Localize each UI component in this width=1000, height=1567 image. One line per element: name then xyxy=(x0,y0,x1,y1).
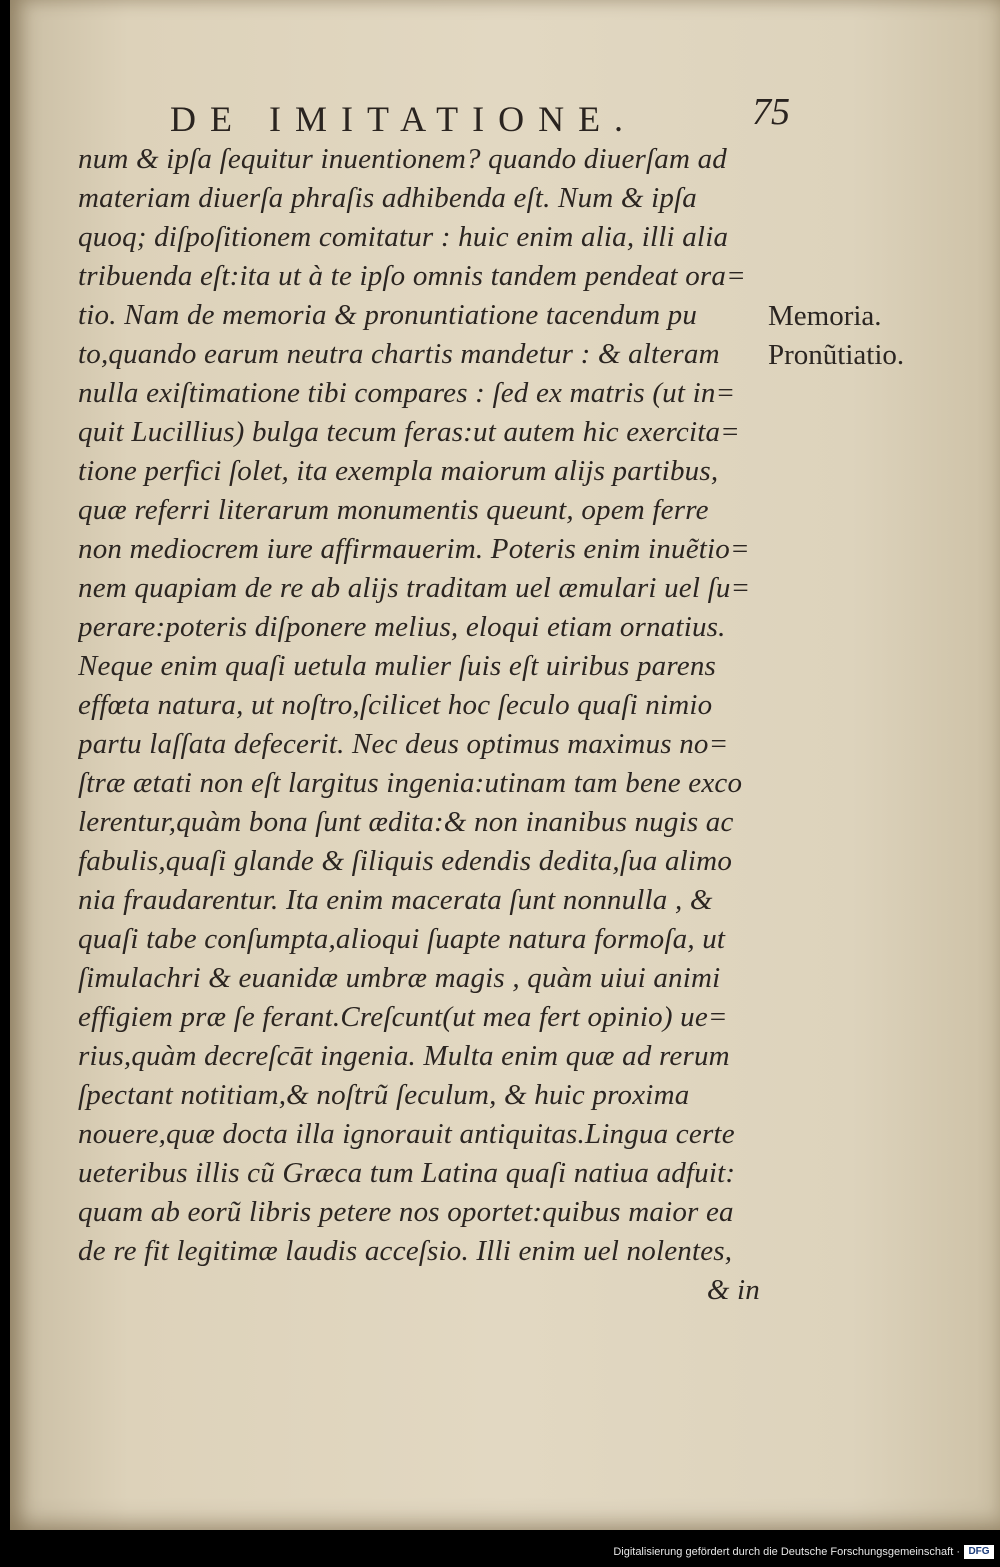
page-number: 75 xyxy=(752,91,790,133)
text-line: perare:poteris diſponere melius, eloqui etiam ornatius. xyxy=(78,611,726,643)
text-line: ueteribus illis cũ Græca tum Latina quaſi natiua adfuit: xyxy=(78,1157,736,1189)
text-line: ſimulachri & euanidæ umbræ magis , quàm uiui animi xyxy=(78,962,721,994)
text-line: tio. Nam de memoria & pronuntiatione tacendum pu xyxy=(78,299,698,331)
funding-credit: Digitalisierung gefördert durch die Deutsche Forschungsgemeinschaft · xyxy=(613,1546,960,1558)
margin-note-memoria: Memoria. xyxy=(768,300,882,332)
text-line: quam ab eorũ libris petere nos oportet:quibus maior ea xyxy=(78,1196,734,1228)
text-line: to,quando earum neutra chartis mandetur : & alteram xyxy=(78,338,720,370)
text-line: quit Lucillius) bulga tecum feras:ut autem hic exercita= xyxy=(78,416,740,448)
catchword: & in xyxy=(706,1274,760,1306)
text-line: effœta natura, ut noſtro,ſcilicet hoc ſeculo quaſi nimio xyxy=(78,689,713,721)
text-line: partu laſſata defecerit. Nec deus optimus maximus no= xyxy=(78,728,729,760)
text-line: nouere,quæ docta illa ignorauit antiquitas.Lingua certe xyxy=(78,1118,735,1150)
text-line: materiam diuerſa phraſis adhibenda eſt. Num & ipſa xyxy=(78,182,697,214)
text-line: de re fit legitimæ laudis acceſsio. Illi enim uel nolentes, xyxy=(78,1235,733,1267)
text-line: quæ referri literarum monumentis queunt, opem ferre xyxy=(78,494,709,526)
body-text xyxy=(78,140,768,1310)
text-line: tione perfici ſolet, ita exempla maiorum alijs partibus, xyxy=(78,455,719,487)
dfg-logo-icon: DFG xyxy=(964,1545,994,1559)
book-page xyxy=(10,0,1000,1530)
text-line: effigiem præ ſe ferant.Creſcunt(ut mea fert opinio) ue= xyxy=(78,1001,728,1033)
text-line: ſpectant notitiam,& noſtrũ ſeculum, & huic proxima xyxy=(78,1079,690,1111)
text-line: nia fraudarentur. Ita enim macerata ſunt nonnulla , & xyxy=(78,884,713,916)
text-line: fabulis,quaſi glande & ſiliquis edendis dedita,ſua alimo xyxy=(78,845,733,877)
text-line: nem quapiam de re ab alijs traditam uel æmulari uel ſu= xyxy=(78,572,751,604)
text-line: quaſi tabe conſumpta,alioqui ſuapte natura formoſa, ut xyxy=(78,923,726,955)
text-line: Neque enim quaſi uetula mulier ſuis eſt uiribus parens xyxy=(78,650,717,682)
text-line: num & ipſa ſequitur inuentionem? quando diuerſam ad xyxy=(78,143,727,175)
text-line: nulla exiſtimatione tibi compares : ſed ex matris (ut in= xyxy=(78,377,736,409)
text-line: quoq; diſpoſitionem comitatur : huic enim alia, illi alia xyxy=(78,221,729,253)
running-title: DE IMITATIONE. xyxy=(170,99,638,139)
text-line: ſtræ ætati non eſt largitus ingenia:utinam tam bene exco xyxy=(78,767,743,799)
text-line: lerentur,quàm bona ſunt ædita:& non inanibus nugis ac xyxy=(78,806,734,838)
margin-note-pronuntiatio: Pronũtiatio. xyxy=(768,339,905,371)
text-line: tribuenda eſt:ita ut à te ipſo omnis tandem pendeat ora= xyxy=(78,260,746,292)
text-line: non mediocrem iure affirmauerim. Poteris enim inuẽtio= xyxy=(78,533,750,565)
text-line: rius,quàm decreſcāt ingenia. Multa enim quæ ad rerum xyxy=(78,1040,730,1072)
